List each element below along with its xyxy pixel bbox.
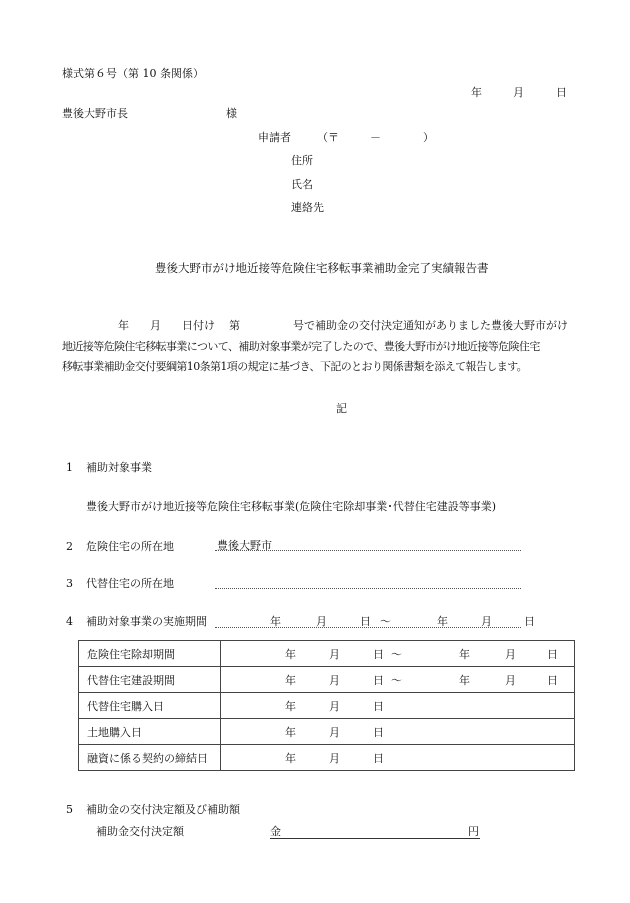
table-row-label: 代替住宅建設期間 bbox=[79, 667, 221, 693]
table-row bbox=[79, 693, 575, 719]
date-part: 月 bbox=[505, 673, 516, 687]
section2-number: 2 bbox=[66, 540, 73, 553]
contact-label: 連絡先 bbox=[291, 201, 324, 214]
header-date-day: 日 bbox=[556, 86, 567, 99]
section2-value: 豊後大野市 bbox=[217, 539, 272, 552]
table-row bbox=[79, 745, 575, 771]
grant-yen: 円 bbox=[468, 825, 479, 838]
grant-decision-label: 補助金交付決定額 bbox=[96, 825, 184, 838]
date-part: 年 bbox=[285, 725, 296, 739]
body-line2: 地近接等危険住宅移転事業について、補助対象事業が完了したので、豊後大野市がけ地近接等危険住宅 bbox=[62, 340, 540, 353]
grant-amount-underline bbox=[270, 838, 480, 839]
section4-start-month: 月 bbox=[316, 615, 327, 628]
table-row-label: 危険住宅除却期間 bbox=[79, 641, 221, 667]
body-number: 第 bbox=[229, 319, 240, 332]
date-part: 月 bbox=[505, 647, 516, 661]
form-number: 様式第６号（第 10 条関係） bbox=[62, 67, 204, 80]
section2-label: 危険住宅の所在地 bbox=[86, 540, 174, 553]
section4-tilde: ～ bbox=[380, 615, 391, 628]
name-label: 氏名 bbox=[291, 178, 313, 191]
table-row-dates bbox=[221, 667, 575, 693]
section5-number: 5 bbox=[66, 803, 73, 816]
section3-number: 3 bbox=[66, 577, 73, 590]
section1-content: 豊後大野市がけ地近接等危険住宅移転事業(危険住宅除却事業･代替住宅建設等事業) bbox=[86, 500, 497, 513]
date-part: 日 bbox=[373, 699, 384, 713]
section4-end-year: 年 bbox=[437, 615, 448, 628]
date-part: 年 bbox=[285, 751, 296, 765]
table-row-label: 土地購入日 bbox=[79, 719, 221, 745]
date-part: 年 bbox=[285, 673, 296, 687]
date-part: ～ bbox=[391, 647, 402, 661]
section4-underline bbox=[215, 627, 521, 628]
section2-underline bbox=[215, 550, 521, 551]
section1-label: 補助対象事業 bbox=[86, 461, 152, 474]
header-date-month: 月 bbox=[513, 86, 524, 99]
body-line1-rest: 号で補助金の交付決定通知がありました豊後大野市がけ bbox=[293, 319, 568, 332]
body-dated: 日付け bbox=[182, 319, 215, 332]
table-row-dates bbox=[221, 641, 575, 667]
document-title: 豊後大野市がけ地近接等危険住宅移転事業補助金完了実績報告書 bbox=[155, 261, 489, 275]
body-line3: 移転事業補助金交付要綱第10条第1項の規定に基づき、下記のとおり関係書類を添えて報告します。 bbox=[62, 360, 528, 373]
table-row-label: 融資に係る契約の締結日 bbox=[79, 745, 221, 771]
date-part: 月 bbox=[329, 673, 340, 687]
addressee-suffix: 様 bbox=[226, 107, 237, 120]
header-date-year: 年 bbox=[471, 86, 482, 99]
date-part: 月 bbox=[329, 699, 340, 713]
body-month: 月 bbox=[150, 319, 161, 332]
postal-dash: － bbox=[370, 131, 381, 144]
section4-start-year: 年 bbox=[270, 615, 281, 628]
date-part: 月 bbox=[329, 751, 340, 765]
date-part: 日 bbox=[373, 673, 384, 687]
section1-number: 1 bbox=[66, 461, 73, 474]
postal-close: ） bbox=[423, 131, 434, 144]
applicant-label: 申請者 bbox=[258, 131, 291, 144]
date-part: 年 bbox=[285, 699, 296, 713]
addressee-name: 豊後大野市長 bbox=[62, 107, 128, 120]
ki-heading: 記 bbox=[336, 402, 347, 415]
address-label: 住所 bbox=[291, 154, 313, 167]
postal-open: （〒 bbox=[317, 131, 339, 144]
body-year: 年 bbox=[118, 319, 129, 332]
date-part: 年 bbox=[459, 647, 470, 661]
date-part: 日 bbox=[547, 647, 558, 661]
section4-end-day: 日 bbox=[524, 615, 535, 628]
date-part: 年 bbox=[285, 647, 296, 661]
date-part: 年 bbox=[459, 673, 470, 687]
section3-underline bbox=[215, 588, 521, 589]
section4-end-month: 月 bbox=[481, 615, 492, 628]
table-row-label: 代替住宅購入日 bbox=[79, 693, 221, 719]
section4-label: 補助対象事業の実施期間 bbox=[86, 615, 207, 628]
table-row-dates bbox=[221, 693, 575, 719]
section3-label: 代替住宅の所在地 bbox=[86, 577, 174, 590]
grant-kin: 金 bbox=[270, 825, 281, 838]
table-row bbox=[79, 667, 575, 693]
period-table bbox=[78, 640, 575, 771]
date-part: 日 bbox=[547, 673, 558, 687]
date-part: 日 bbox=[373, 751, 384, 765]
section4-start-day: 日 bbox=[360, 615, 371, 628]
date-part: ～ bbox=[391, 673, 402, 687]
section4-number: 4 bbox=[66, 615, 73, 628]
table-row-dates bbox=[221, 745, 575, 771]
date-part: 月 bbox=[329, 647, 340, 661]
date-part: 日 bbox=[373, 725, 384, 739]
section5-label: 補助金の交付決定額及び補助額 bbox=[86, 803, 240, 816]
table-row bbox=[79, 719, 575, 745]
date-part: 日 bbox=[373, 647, 384, 661]
table-row-dates bbox=[221, 719, 575, 745]
table-row bbox=[79, 641, 575, 667]
date-part: 月 bbox=[329, 725, 340, 739]
